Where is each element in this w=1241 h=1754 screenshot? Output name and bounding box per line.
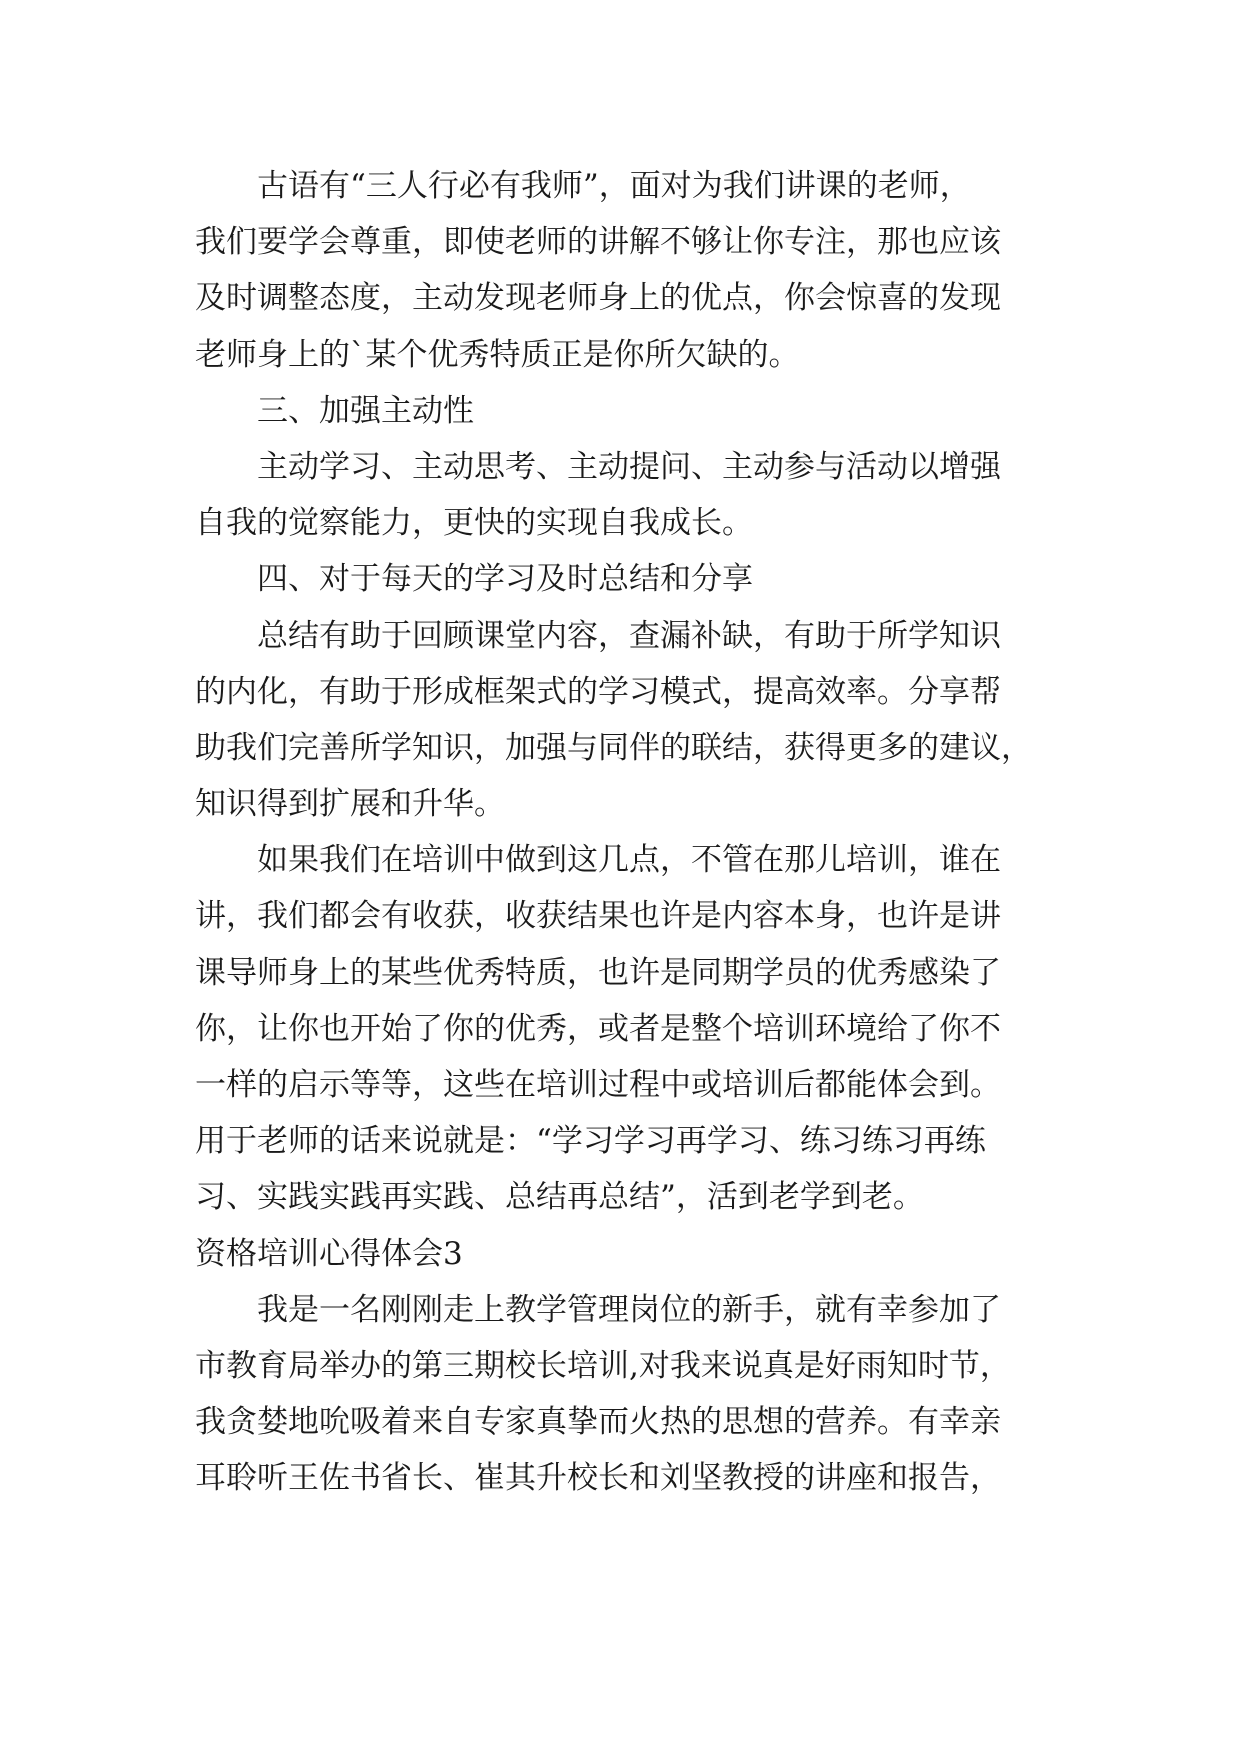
paragraph-line: 我是一名刚刚走上教学管理岗位的新手，就有幸参加了 xyxy=(257,1291,1001,1328)
paragraph-line: 及时调整态度，主动发现老师身上的优点，你会惊喜的发现 xyxy=(195,280,1001,317)
paragraph-line: 市教育局举办的第三期校长培训,对我来说真是好雨知时节， xyxy=(195,1347,1011,1384)
paragraph-line: 的内化，有助于形成框架式的学习模式，提高效率。分享帮 xyxy=(195,673,1001,710)
paragraph-line: 我贪婪地吮吸着来自专家真挚而火热的思想的营养。有幸亲 xyxy=(195,1404,1001,1441)
paragraph-line: 耳聆听王佐书省长、崔其升校长和刘坚教授的讲座和报告， xyxy=(195,1460,1001,1497)
document-heading: 资格培训心得体会3 xyxy=(195,1235,463,1272)
paragraph-line: 助我们完善所学知识，加强与同伴的联结，获得更多的建议， xyxy=(195,729,1032,766)
paragraph-line: 习、实践实践再实践、总结再总结”，活到老学到老。 xyxy=(195,1179,924,1216)
section-heading: 四、对于每天的学习及时总结和分享 xyxy=(257,561,753,598)
document-body xyxy=(195,158,1075,1507)
paragraph-line: 老师身上的`某个优秀特质正是你所欠缺的。 xyxy=(195,336,800,373)
paragraph-line: 我们要学会尊重，即使老师的讲解不够让你专注，那也应该 xyxy=(195,224,1001,261)
paragraph-line: 主动学习、主动思考、主动提问、主动参与活动以增强 xyxy=(257,448,1001,485)
paragraph-line: 古语有“三人行必有我师”，面对为我们讲课的老师， xyxy=(257,168,971,204)
paragraph-line: 用于老师的话来说就是：“学习学习再学习、练习练习再练 xyxy=(195,1123,986,1160)
paragraph-line: 课导师身上的某些优秀特质，也许是同期学员的优秀感染了 xyxy=(195,954,1001,991)
paragraph-line: 自我的觉察能力，更快的实现自我成长。 xyxy=(195,505,753,542)
paragraph-line: 一样的启示等等，这些在培训过程中或培训后都能体会到。 xyxy=(195,1067,1001,1103)
paragraph-line: 你，让你也开始了你的优秀，或者是整个培训环境给了你不 xyxy=(195,1010,1001,1047)
paragraph-line: 总结有助于回顾课堂内容，查漏补缺，有助于所学知识 xyxy=(257,617,1001,654)
section-heading: 三、加强主动性 xyxy=(257,392,474,429)
paragraph-line: 讲，我们都会有收获，收获结果也许是内容本身，也许是讲 xyxy=(195,898,1001,935)
paragraph-line: 如果我们在培训中做到这几点，不管在那儿培训，谁在 xyxy=(257,842,1001,879)
paragraph-line: 知识得到扩展和升华。 xyxy=(195,786,505,823)
